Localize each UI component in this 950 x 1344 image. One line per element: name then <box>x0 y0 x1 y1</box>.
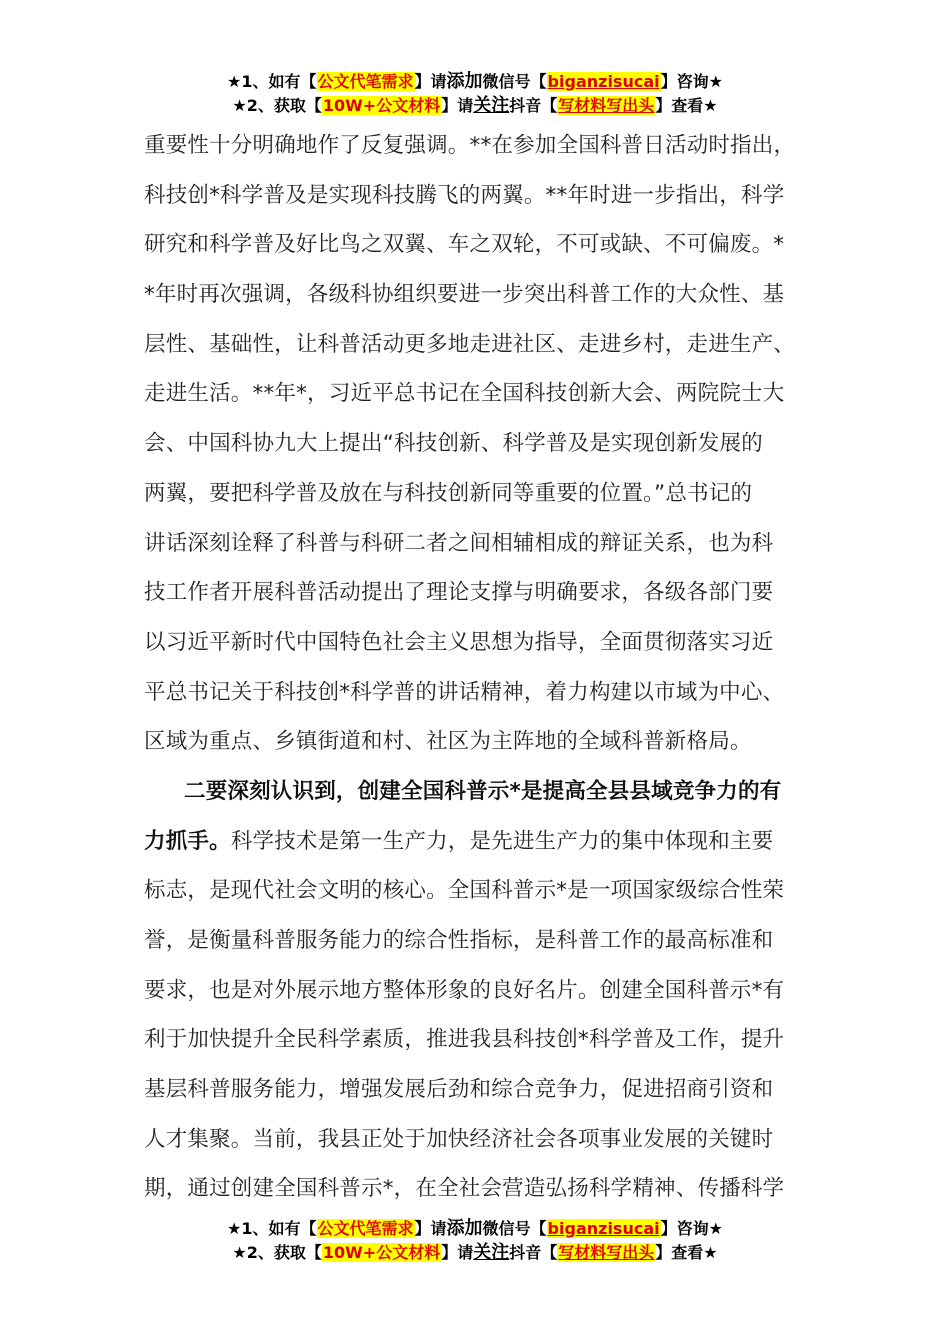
body-line: 层性、基础性，让科普活动更多地走进社区、走进乡村，走进生产、 <box>144 331 796 357</box>
banner-text: ★1、如有【 <box>227 72 317 91</box>
banner-highlight: 10W+公文材料 <box>322 96 441 115</box>
banner-text: 】请 <box>414 72 447 91</box>
banner-text: 】咨询★ <box>660 1219 723 1238</box>
banner-emphasis: 关注 <box>473 95 510 116</box>
body-line: 区域为重点、乡镇街道和村、社区为主阵地的全域科普新格局。 <box>144 729 752 755</box>
body-line: 人才集聚。当前，我县正处于加快经济社会各项事业发展的关键时 <box>144 1126 774 1152</box>
banner-emphasis: 关注 <box>473 1242 510 1263</box>
footer-banner-line-1 <box>0 1217 950 1241</box>
footer-banner-line-2 <box>0 1241 950 1265</box>
banner-text: 】咨询★ <box>660 72 723 91</box>
body-line: 技工作者开展科普活动提出了理论支撑与明确要求，各级各部门要 <box>144 580 774 606</box>
banner-text: 】请 <box>441 96 474 115</box>
body-line: 期，通过创建全国科普示*，在全社会营造弘扬科学精神、传播科学 <box>144 1176 785 1202</box>
banner-text: ★2、获取【 <box>232 96 322 115</box>
banner-text: ★2、获取【 <box>232 1243 322 1262</box>
body-text-span: 科学技术是第一生产力，是先进生产力的集中体现和主要 <box>230 828 774 854</box>
banner-wechat-id: biganzisucai <box>547 72 660 91</box>
banner-wechat-id: biganzisucai <box>547 1219 660 1238</box>
body-line: *年时再次强调，各级科协组织要进一步突出科普工作的大众性、基 <box>144 282 785 308</box>
banner-highlight: 10W+公文材料 <box>322 1243 441 1262</box>
body-line <box>144 820 816 870</box>
body-line: 走进生活。**年*，习近平总书记在全国科技创新大会、两院院士大 <box>144 381 785 407</box>
header-banner-line-1 <box>0 70 950 94</box>
paragraph-heading: 二要深刻认识到，创建全国科普示*是提高全县县域竞争力的有 <box>184 778 782 804</box>
banner-text: 微信号【 <box>482 72 547 91</box>
body-line: 基层科普服务能力，增强发展后劲和综合竞争力，促进招商引资和 <box>144 1077 774 1103</box>
header-banner <box>0 70 950 118</box>
banner-text: 抖音【 <box>509 1243 558 1262</box>
body-line: 科技创*科学普及是实现科技腾飞的两翼。**年时进一步指出，科学 <box>144 182 785 208</box>
banner-text: 微信号【 <box>482 1219 547 1238</box>
banner-emphasis: 添加 <box>446 71 483 92</box>
body-line: 标志，是现代社会文明的核心。全国科普示*是一项国家级综合性荣 <box>144 878 785 904</box>
banner-emphasis: 添加 <box>446 1218 483 1239</box>
header-banner-line-2 <box>0 94 950 118</box>
body-line: 讲话深刻诠释了科普与科研二者之间相辅相成的辩证关系，也为科 <box>144 530 774 556</box>
body-line: 研究和科学普及好比鸟之双翼、车之双轮，不可或缺、不可偏废。* <box>144 232 785 258</box>
banner-douyin-id: 写材料写出头 <box>558 1243 655 1262</box>
body-line: 平总书记关于科技创*科学普的讲话精神，着力构建以市域为中心、 <box>144 679 785 705</box>
banner-text: 】查看★ <box>655 96 718 115</box>
banner-highlight: 公文代笔需求 <box>317 1219 414 1238</box>
body-line: 两翼，要把科学普及放在与科技创新同等重要的位置。”总书记的 <box>144 480 753 506</box>
body-line: 会、中国科协九大上提出“科技创新、科学普及是实现创新发展的 <box>144 431 763 457</box>
body-line: 要求，也是对外展示地方整体形象的良好名片。创建全国科普示*有 <box>144 977 785 1003</box>
banner-text: 】查看★ <box>655 1243 718 1262</box>
body-line: 利于加快提升全民科学素质，推进我县科技创*科学普及工作，提升 <box>144 1027 785 1053</box>
body-line: 以习近平新时代中国特色社会主义思想为指导，全面贯彻落实习近 <box>144 629 774 655</box>
banner-text: 】请 <box>414 1219 447 1238</box>
body-line: 誉，是衡量科普服务能力的综合性指标，是科普工作的最高标准和 <box>144 928 774 953</box>
document-body <box>144 124 816 1217</box>
banner-text: ★1、如有【 <box>227 1219 317 1238</box>
banner-text: 抖音【 <box>509 96 558 115</box>
banner-douyin-id: 写材料写出头 <box>558 96 655 115</box>
banner-text: 】请 <box>441 1243 474 1262</box>
paragraph-heading-end: 力抓手。 <box>144 828 231 854</box>
body-line: 重要性十分明确地作了反复强调。**在参加全国科普日活动时指出， <box>144 133 796 158</box>
banner-highlight: 公文代笔需求 <box>317 72 414 91</box>
footer-banner <box>0 1217 950 1265</box>
